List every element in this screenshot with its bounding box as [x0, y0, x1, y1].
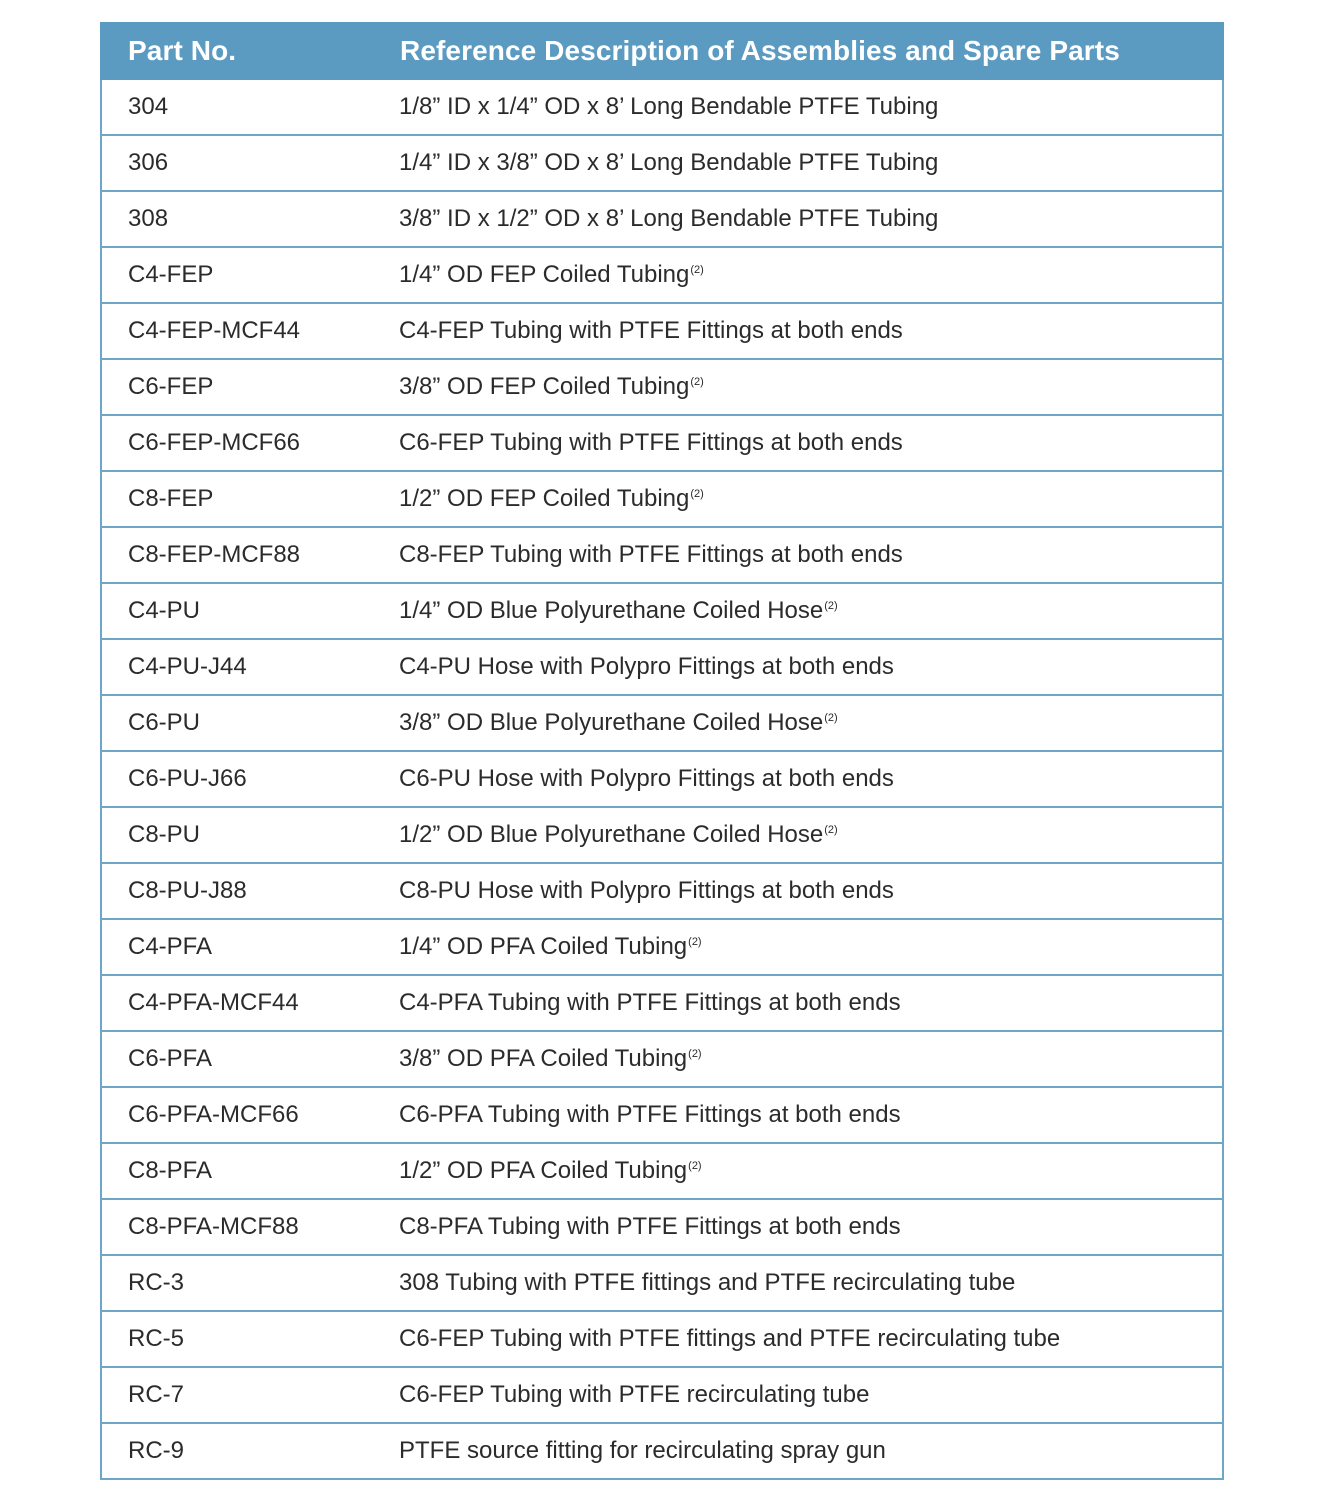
part-number-cell: RC-5	[101, 1311, 373, 1367]
description-cell	[373, 975, 1223, 1031]
part-number-cell: C8-PFA	[101, 1143, 373, 1199]
table-row	[101, 919, 1223, 975]
description-text: 1/4” ID x 3/8” OD x 8’ Long Bendable PTFE Tubing	[399, 149, 939, 176]
description-text: C8-PU Hose with Polypro Fittings at both ends	[399, 877, 894, 904]
description-text: C4-PFA Tubing with PTFE Fittings at both ends	[399, 989, 901, 1016]
table-row	[101, 1199, 1223, 1255]
table-row	[101, 1367, 1223, 1423]
table-row	[101, 527, 1223, 583]
description-text: 1/2” OD PFA Coiled Tubing	[399, 1157, 688, 1184]
description-text: 1/4” OD PFA Coiled Tubing	[399, 933, 688, 960]
table-row	[101, 247, 1223, 303]
table-row	[101, 583, 1223, 639]
description-text: 3/8” OD FEP Coiled Tubing	[399, 373, 690, 400]
part-number-cell: C8-PU	[101, 807, 373, 863]
part-number-cell: C4-PFA	[101, 919, 373, 975]
footnote-marker: (2)	[824, 824, 838, 836]
table-body	[101, 79, 1223, 1479]
description-text: 1/8” ID x 1/4” OD x 8’ Long Bendable PTFE Tubing	[399, 93, 939, 120]
description-cell	[373, 135, 1223, 191]
part-number-cell: C6-FEP	[101, 359, 373, 415]
table-row	[101, 1311, 1223, 1367]
part-number-cell: C8-FEP	[101, 471, 373, 527]
description-text: PTFE source fitting for recirculating spray gun	[399, 1437, 886, 1464]
table-row	[101, 807, 1223, 863]
table-row	[101, 863, 1223, 919]
part-number-cell: C4-FEP	[101, 247, 373, 303]
parts-table	[100, 22, 1224, 1480]
description-cell	[373, 1255, 1223, 1311]
part-number-cell: C6-FEP-MCF66	[101, 415, 373, 471]
part-number-cell: C4-PFA-MCF44	[101, 975, 373, 1031]
part-number-cell: C6-PFA	[101, 1031, 373, 1087]
table-row	[101, 1423, 1223, 1479]
description-cell	[373, 303, 1223, 359]
part-number-cell: C6-PU	[101, 695, 373, 751]
description-cell	[373, 191, 1223, 247]
part-number-cell: RC-9	[101, 1423, 373, 1479]
footnote-marker: (2)	[688, 936, 702, 948]
description-text: 3/8” OD PFA Coiled Tubing	[399, 1045, 688, 1072]
description-cell	[373, 807, 1223, 863]
part-number-cell: C8-PFA-MCF88	[101, 1199, 373, 1255]
table-row	[101, 1255, 1223, 1311]
description-cell	[373, 1031, 1223, 1087]
description-cell	[373, 79, 1223, 135]
table-row	[101, 415, 1223, 471]
description-cell	[373, 1143, 1223, 1199]
description-cell	[373, 1087, 1223, 1143]
table-row	[101, 471, 1223, 527]
description-cell	[373, 751, 1223, 807]
table-row	[101, 1031, 1223, 1087]
description-cell	[373, 639, 1223, 695]
description-cell	[373, 863, 1223, 919]
table-row	[101, 79, 1223, 135]
header-row	[101, 23, 1223, 79]
table-row	[101, 751, 1223, 807]
footnote-marker: (2)	[690, 376, 704, 388]
description-text: 308 Tubing with PTFE fittings and PTFE recirculating tube	[399, 1269, 1016, 1296]
table-row	[101, 303, 1223, 359]
description-text: 1/4” OD Blue Polyurethane Coiled Hose	[399, 597, 824, 624]
part-number-cell: C8-PU-J88	[101, 863, 373, 919]
footnote-marker: (2)	[688, 1048, 702, 1060]
description-text: 3/8” ID x 1/2” OD x 8’ Long Bendable PTFE Tubing	[399, 205, 939, 232]
table-row	[101, 975, 1223, 1031]
part-number-cell: RC-3	[101, 1255, 373, 1311]
description-text: C6-FEP Tubing with PTFE recirculating tube	[399, 1381, 870, 1408]
table-row	[101, 639, 1223, 695]
part-number-cell: C4-PU	[101, 583, 373, 639]
table-header	[101, 23, 1223, 79]
header-part-no: Part No.	[101, 23, 373, 79]
table-row	[101, 1143, 1223, 1199]
part-number-cell: RC-7	[101, 1367, 373, 1423]
part-number-cell: C6-PU-J66	[101, 751, 373, 807]
description-cell	[373, 919, 1223, 975]
part-number-cell: C8-FEP-MCF88	[101, 527, 373, 583]
description-text: C4-FEP Tubing with PTFE Fittings at both ends	[399, 317, 903, 344]
description-cell	[373, 695, 1223, 751]
footnote-marker: (2)	[690, 264, 704, 276]
description-text: C6-PU Hose with Polypro Fittings at both ends	[399, 765, 894, 792]
description-text: C6-FEP Tubing with PTFE fittings and PTFE recirculating tube	[399, 1325, 1061, 1352]
part-number-cell: 308	[101, 191, 373, 247]
table-row	[101, 135, 1223, 191]
part-number-cell: 306	[101, 135, 373, 191]
description-text: C4-PU Hose with Polypro Fittings at both ends	[399, 653, 894, 680]
description-cell	[373, 583, 1223, 639]
part-number-cell: C4-FEP-MCF44	[101, 303, 373, 359]
header-description: Reference Description of Assemblies and Spare Parts	[373, 23, 1223, 79]
description-cell	[373, 1367, 1223, 1423]
description-text: C6-FEP Tubing with PTFE Fittings at both ends	[399, 429, 903, 456]
description-cell	[373, 359, 1223, 415]
description-text: 1/2” OD FEP Coiled Tubing	[399, 485, 690, 512]
description-cell	[373, 247, 1223, 303]
footnote-marker: (2)	[824, 600, 838, 612]
description-cell	[373, 415, 1223, 471]
description-text: C8-FEP Tubing with PTFE Fittings at both ends	[399, 541, 903, 568]
part-number-cell: 304	[101, 79, 373, 135]
description-text: 3/8” OD Blue Polyurethane Coiled Hose	[399, 709, 824, 736]
table-row	[101, 191, 1223, 247]
table-row	[101, 359, 1223, 415]
description-text: C8-PFA Tubing with PTFE Fittings at both ends	[399, 1213, 901, 1240]
table-row	[101, 1087, 1223, 1143]
part-number-cell: C6-PFA-MCF66	[101, 1087, 373, 1143]
description-text: 1/2” OD Blue Polyurethane Coiled Hose	[399, 821, 824, 848]
description-text: 1/4” OD FEP Coiled Tubing	[399, 261, 690, 288]
footnote-marker: (2)	[824, 712, 838, 724]
table-row	[101, 695, 1223, 751]
footnote-marker: (2)	[690, 488, 704, 500]
footnote-marker: (2)	[688, 1160, 702, 1172]
part-number-cell: C4-PU-J44	[101, 639, 373, 695]
description-cell	[373, 1311, 1223, 1367]
description-cell	[373, 1199, 1223, 1255]
description-cell	[373, 1423, 1223, 1479]
description-text: C6-PFA Tubing with PTFE Fittings at both ends	[399, 1101, 901, 1128]
description-cell	[373, 471, 1223, 527]
description-cell	[373, 527, 1223, 583]
